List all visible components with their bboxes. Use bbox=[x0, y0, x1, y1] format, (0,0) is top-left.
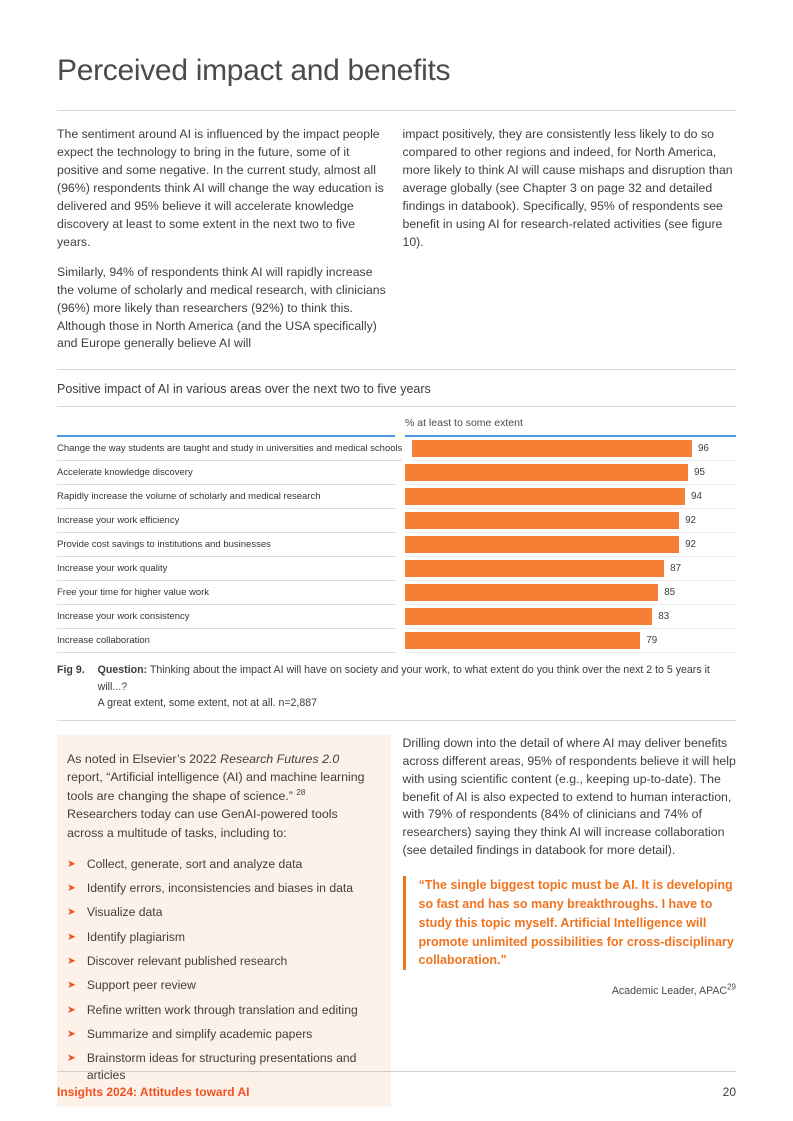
genai-task-item bbox=[67, 856, 375, 873]
question-text: Thinking about the impact AI will have on society and your work, to what extent do you think over the next 2 to 5 years it will...? bbox=[97, 664, 710, 693]
chart-title: Positive impact of AI in various areas over the next two to five years bbox=[57, 382, 431, 397]
genai-task-text: Identify errors, inconsistencies and biases in data bbox=[86, 881, 354, 896]
chart-row-label: Provide cost savings to institutions and businesses bbox=[57, 533, 395, 557]
chart-column-header: % at least to some extent bbox=[405, 409, 736, 437]
genai-task-item bbox=[67, 977, 375, 994]
arrow-bullet-icon: ➤ bbox=[67, 930, 76, 943]
chart-bar-value: 92 bbox=[685, 515, 696, 527]
chart-row-label: Increase your work efficiency bbox=[57, 509, 395, 533]
chart-bar-cell bbox=[405, 461, 736, 485]
intro-left-column bbox=[57, 126, 391, 365]
pull-quote bbox=[403, 876, 737, 970]
chart-row bbox=[57, 629, 736, 653]
page-number: 20 bbox=[722, 1085, 736, 1099]
chart-bar bbox=[405, 488, 685, 505]
question-scale-text: A great extent, some extent, not at all. n=2,887 bbox=[97, 697, 318, 710]
chart-label-column-header bbox=[57, 409, 395, 437]
chart-bar bbox=[412, 440, 692, 457]
genai-task-text: Discover relevant published research bbox=[86, 954, 288, 969]
footer-report-title: Insights 2024: Attitudes toward AI bbox=[57, 1085, 250, 1099]
intro-paragraph-3: impact positively, they are consistently less likely to do so compared to other regions and indeed, for North America, more likely to think AI will cause mishaps and disruption than average globally (see Chapter 3 on page 32 and detailed findings in databook). Specifically, 95% of respondents see benefit in using AI for research-related activities (see figure 10). bbox=[402, 127, 733, 249]
arrow-bullet-icon: ➤ bbox=[67, 1028, 76, 1040]
arrow-bullet-icon: ➤ bbox=[67, 979, 76, 992]
genai-task-text: Brainstorm ideas for structuring presentations and articles bbox=[86, 1051, 357, 1083]
chart-row-label: Change the way students are taught and study in universities and medical schools bbox=[57, 437, 402, 461]
chart-bar-value: 79 bbox=[646, 635, 658, 647]
figure-label: Fig 9. bbox=[57, 664, 85, 677]
chart-bar bbox=[405, 560, 664, 577]
intro-section bbox=[57, 126, 736, 365]
intro-paragraph-2: Similarly, 94% of respondents think AI will rapidly increase the volume of scholarly and medical research, with clinicians (96%) more likely than researchers (92%) to think this. Although those in North America (and the USA specifically) and Europe generally believe AI will bbox=[57, 264, 386, 351]
page-footer bbox=[57, 1071, 736, 1099]
chart-bar bbox=[405, 536, 679, 553]
chart-header-row bbox=[57, 409, 736, 437]
chart-row-label: Rapidly increase the volume of scholarly and medical research bbox=[57, 485, 395, 509]
chart-row-label: Free your time for higher value work bbox=[57, 581, 395, 605]
arrow-bullet-icon: ➤ bbox=[67, 955, 76, 968]
chart-bar bbox=[405, 464, 688, 481]
genai-task-item bbox=[67, 904, 375, 921]
benefits-paragraph: Drilling down into the detail of where AI may deliver benefits across different areas, 95% of respondents believe it will help with using scientific content (e.g., keeping up-to-date). The benefit of AI is also expected to extend to human interaction, with 79% of respondents (84% of clinicians and 74% of researchers) saying they think AI will increase collaboration (see detailed findings in databook for more detail). bbox=[402, 735, 736, 858]
chart-bar-cell bbox=[405, 533, 736, 557]
arrow-bullet-icon: ➤ bbox=[67, 1052, 76, 1065]
arrow-bullet-icon: ➤ bbox=[67, 857, 76, 870]
quote-attribution bbox=[403, 982, 737, 998]
chart-bar bbox=[405, 608, 652, 625]
genai-task-text: Support peer review bbox=[86, 978, 196, 993]
caption-divider bbox=[57, 720, 736, 721]
box-intro-suffix: Researchers today can use GenAI-powered tools across a multitude of tasks, including to: bbox=[67, 807, 338, 841]
intro-paragraph-1: The sentiment around AI is influenced by the impact people expect the technology to bring in the future, some of it positive and some negative. In the current study, almost all (96%) respondents think AI will change the way education is delivered and 95% believe it will accelerate knowledge discovery at least to some extent in the next two to five years. bbox=[57, 127, 384, 249]
box-intro-report-title: Research Futures 2.0 bbox=[220, 751, 340, 766]
chart-row bbox=[57, 509, 736, 533]
genai-task-item bbox=[67, 1002, 375, 1019]
chart-row bbox=[57, 437, 736, 461]
box-intro-prefix: As noted in Elsevier’s 2022 bbox=[67, 751, 221, 766]
chart-rows bbox=[57, 437, 736, 653]
box-intro-paragraph bbox=[67, 750, 375, 843]
pull-quote-text: “The single biggest topic must be AI. It is developing so fast and has so many breakthroughs. I have to study this topic myself. Artificial Intelligence will promote unlimited possibilities for cross-disciplinary collaboration.” bbox=[418, 878, 734, 968]
chart-bar bbox=[405, 584, 658, 601]
box-intro-mid: report, “Artificial intelligence (AI) and machine learning tools are changing the shape of science.” bbox=[67, 770, 365, 803]
figure-caption-text bbox=[98, 662, 736, 711]
chart-bar-value: 83 bbox=[658, 611, 670, 623]
chart-row bbox=[57, 557, 736, 581]
lower-left-column bbox=[57, 735, 391, 1108]
figure-9-bar-chart bbox=[57, 409, 736, 653]
chart-bar-value: 96 bbox=[697, 443, 709, 455]
genai-task-text: Identify plagiarism bbox=[86, 929, 186, 944]
lower-right-column bbox=[403, 735, 737, 1108]
chart-section-divider bbox=[57, 369, 736, 370]
chart-row bbox=[57, 581, 736, 605]
arrow-bullet-icon: ➤ bbox=[67, 882, 76, 895]
chart-row bbox=[57, 533, 736, 557]
footnote-ref-29: 29 bbox=[727, 982, 736, 992]
chart-row bbox=[57, 485, 736, 509]
chart-bar-cell bbox=[405, 509, 736, 533]
arrow-bullet-icon: ➤ bbox=[67, 1003, 76, 1016]
question-label: Question: bbox=[97, 664, 148, 677]
chart-row bbox=[57, 605, 736, 629]
chart-bar bbox=[405, 512, 679, 529]
chart-bar-value: 95 bbox=[694, 467, 705, 479]
genai-tasks-box bbox=[57, 735, 391, 1108]
arrow-bullet-icon: ➤ bbox=[67, 906, 76, 919]
genai-task-text: Refine written work through translation and editing bbox=[86, 1002, 358, 1017]
genai-task-item bbox=[67, 929, 375, 946]
chart-bar-cell bbox=[405, 581, 736, 605]
genai-task-text: Visualize data bbox=[86, 905, 163, 920]
genai-tasks-list bbox=[67, 856, 375, 1084]
genai-task-text: Summarize and simplify academic papers bbox=[86, 1027, 313, 1041]
genai-task-item bbox=[67, 953, 375, 970]
figure-caption bbox=[57, 662, 736, 711]
lower-section bbox=[57, 735, 736, 1108]
chart-bar bbox=[405, 632, 640, 649]
chart-row-label: Increase collaboration bbox=[57, 629, 395, 653]
title-divider bbox=[57, 110, 736, 111]
intro-right-column bbox=[403, 126, 737, 365]
chart-bar-value: 85 bbox=[664, 587, 676, 599]
chart-row-label: Increase your work quality bbox=[57, 557, 395, 581]
chart-bar-cell bbox=[412, 437, 736, 461]
footnote-ref-28: 28 bbox=[296, 787, 306, 797]
chart-row-label: Increase your work consistency bbox=[57, 605, 395, 629]
chart-bar-value: 94 bbox=[691, 491, 702, 503]
genai-task-text: Collect, generate, sort and analyze data bbox=[86, 856, 303, 871]
chart-row-label: Accelerate knowledge discovery bbox=[57, 461, 395, 485]
chart-bar-cell bbox=[405, 557, 736, 581]
chart-bar-cell bbox=[405, 485, 736, 509]
genai-task-item bbox=[67, 1026, 375, 1043]
chart-bar-value: 92 bbox=[685, 539, 696, 551]
quote-attribution-text: Academic Leader, APAC bbox=[611, 985, 728, 998]
chart-row bbox=[57, 461, 736, 485]
genai-task-item bbox=[67, 880, 375, 897]
chart-title-divider bbox=[57, 406, 736, 407]
chart-bar-cell bbox=[405, 605, 736, 629]
page-title: Perceived impact and benefits bbox=[57, 54, 451, 87]
chart-bar-cell bbox=[405, 629, 736, 653]
chart-bar-value: 87 bbox=[670, 563, 682, 575]
